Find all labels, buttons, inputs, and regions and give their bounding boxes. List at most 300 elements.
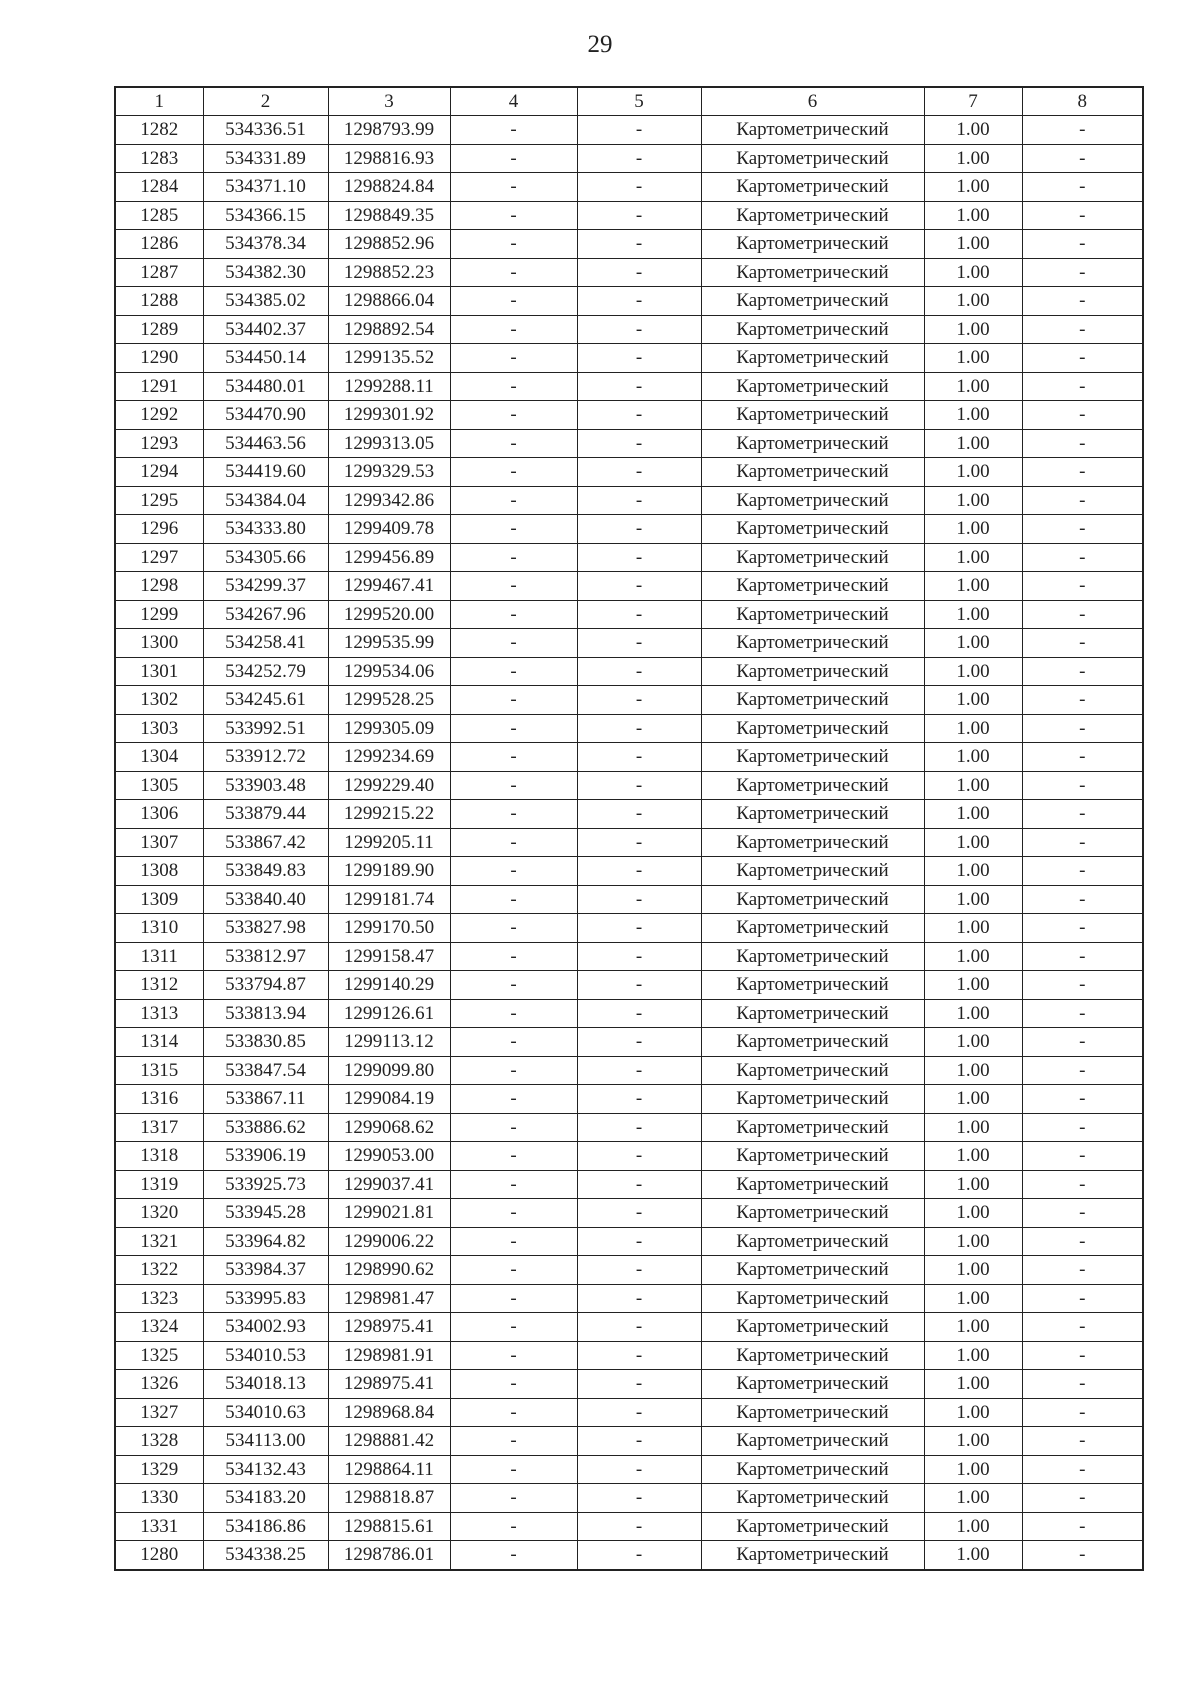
x-coordinate-cell: 533879.44 [203, 800, 328, 829]
col4-cell: - [450, 543, 577, 572]
col5-cell: - [577, 429, 701, 458]
point-number-cell: 1328 [115, 1427, 203, 1456]
col4-cell: - [450, 828, 577, 857]
point-number-cell: 1300 [115, 629, 203, 658]
table-row [115, 1398, 1143, 1427]
accuracy-cell: 1.00 [924, 914, 1022, 943]
point-number-cell: 1324 [115, 1313, 203, 1342]
y-coordinate-cell: 1299342.86 [328, 486, 450, 515]
point-number-cell: 1294 [115, 458, 203, 487]
point-number-cell: 1313 [115, 999, 203, 1028]
accuracy-cell: 1.00 [924, 344, 1022, 373]
accuracy-cell: 1.00 [924, 771, 1022, 800]
table-row [115, 144, 1143, 173]
x-coordinate-cell: 534336.51 [203, 116, 328, 145]
col8-cell: - [1022, 1313, 1143, 1342]
table-row [115, 201, 1143, 230]
col8-cell: - [1022, 1541, 1143, 1570]
col5-cell: - [577, 971, 701, 1000]
col8-cell: - [1022, 1199, 1143, 1228]
y-coordinate-cell: 1298849.35 [328, 201, 450, 230]
y-coordinate-cell: 1299313.05 [328, 429, 450, 458]
point-number-cell: 1329 [115, 1455, 203, 1484]
x-coordinate-cell: 533849.83 [203, 857, 328, 886]
col4-cell: - [450, 515, 577, 544]
point-number-cell: 1295 [115, 486, 203, 515]
col5-cell: - [577, 1313, 701, 1342]
accuracy-cell: 1.00 [924, 1484, 1022, 1513]
x-coordinate-cell: 533827.98 [203, 914, 328, 943]
method-cell: Картометрический [701, 999, 924, 1028]
col5-cell: - [577, 1512, 701, 1541]
method-cell: Картометрический [701, 144, 924, 173]
method-cell: Картометрический [701, 1512, 924, 1541]
x-coordinate-cell: 534470.90 [203, 401, 328, 430]
accuracy-cell: 1.00 [924, 600, 1022, 629]
y-coordinate-cell: 1299229.40 [328, 771, 450, 800]
point-number-cell: 1319 [115, 1170, 203, 1199]
table-row [115, 1512, 1143, 1541]
table-row [115, 857, 1143, 886]
col8-cell: - [1022, 942, 1143, 971]
col8-cell: - [1022, 714, 1143, 743]
accuracy-cell: 1.00 [924, 1256, 1022, 1285]
accuracy-cell: 1.00 [924, 828, 1022, 857]
method-cell: Картометрический [701, 857, 924, 886]
x-coordinate-cell: 534384.04 [203, 486, 328, 515]
col4-cell: - [450, 857, 577, 886]
accuracy-cell: 1.00 [924, 401, 1022, 430]
table-row [115, 1113, 1143, 1142]
col5-cell: - [577, 1113, 701, 1142]
col5-cell: - [577, 1227, 701, 1256]
method-cell: Картометрический [701, 885, 924, 914]
y-coordinate-cell: 1299329.53 [328, 458, 450, 487]
accuracy-cell: 1.00 [924, 1341, 1022, 1370]
accuracy-cell: 1.00 [924, 999, 1022, 1028]
method-cell: Картометрический [701, 1341, 924, 1370]
x-coordinate-cell: 534267.96 [203, 600, 328, 629]
y-coordinate-cell: 1299189.90 [328, 857, 450, 886]
col8-cell: - [1022, 914, 1143, 943]
table-body [115, 116, 1143, 1570]
col4-cell: - [450, 572, 577, 601]
table-row [115, 1142, 1143, 1171]
col4-cell: - [450, 657, 577, 686]
x-coordinate-cell: 534450.14 [203, 344, 328, 373]
column-header-5: 5 [577, 87, 701, 116]
col5-cell: - [577, 1056, 701, 1085]
y-coordinate-cell: 1298793.99 [328, 116, 450, 145]
method-cell: Картометрический [701, 1313, 924, 1342]
y-coordinate-cell: 1299234.69 [328, 743, 450, 772]
point-number-cell: 1304 [115, 743, 203, 772]
col8-cell: - [1022, 629, 1143, 658]
x-coordinate-cell: 533945.28 [203, 1199, 328, 1228]
table-row [115, 1455, 1143, 1484]
col8-cell: - [1022, 258, 1143, 287]
method-cell: Картометрический [701, 914, 924, 943]
x-coordinate-cell: 533867.11 [203, 1085, 328, 1114]
col4-cell: - [450, 1113, 577, 1142]
accuracy-cell: 1.00 [924, 714, 1022, 743]
col4-cell: - [450, 1028, 577, 1057]
col4-cell: - [450, 629, 577, 658]
point-number-cell: 1315 [115, 1056, 203, 1085]
x-coordinate-cell: 534132.43 [203, 1455, 328, 1484]
point-number-cell: 1318 [115, 1142, 203, 1171]
x-coordinate-cell: 534382.30 [203, 258, 328, 287]
col8-cell: - [1022, 1028, 1143, 1057]
method-cell: Картометрический [701, 401, 924, 430]
y-coordinate-cell: 1298981.91 [328, 1341, 450, 1370]
point-number-cell: 1284 [115, 173, 203, 202]
col8-cell: - [1022, 971, 1143, 1000]
col8-cell: - [1022, 201, 1143, 230]
table-row [115, 828, 1143, 857]
col8-cell: - [1022, 657, 1143, 686]
page-number: 29 [587, 31, 613, 58]
point-number-cell: 1325 [115, 1341, 203, 1370]
col4-cell: - [450, 999, 577, 1028]
y-coordinate-cell: 1298866.04 [328, 287, 450, 316]
col8-cell: - [1022, 144, 1143, 173]
x-coordinate-cell: 534338.25 [203, 1541, 328, 1570]
method-cell: Картометрический [701, 971, 924, 1000]
table-row [115, 971, 1143, 1000]
y-coordinate-cell: 1299535.99 [328, 629, 450, 658]
y-coordinate-cell: 1299215.22 [328, 800, 450, 829]
method-cell: Картометрический [701, 1028, 924, 1057]
col5-cell: - [577, 714, 701, 743]
accuracy-cell: 1.00 [924, 800, 1022, 829]
col4-cell: - [450, 287, 577, 316]
col4-cell: - [450, 401, 577, 430]
x-coordinate-cell: 533812.97 [203, 942, 328, 971]
method-cell: Картометрический [701, 743, 924, 772]
col4-cell: - [450, 686, 577, 715]
col8-cell: - [1022, 515, 1143, 544]
x-coordinate-cell: 534018.13 [203, 1370, 328, 1399]
col5-cell: - [577, 1170, 701, 1199]
table-row [115, 1427, 1143, 1456]
y-coordinate-cell: 1298818.87 [328, 1484, 450, 1513]
y-coordinate-cell: 1299140.29 [328, 971, 450, 1000]
accuracy-cell: 1.00 [924, 1398, 1022, 1427]
y-coordinate-cell: 1298824.84 [328, 173, 450, 202]
table-row [115, 515, 1143, 544]
y-coordinate-cell: 1299006.22 [328, 1227, 450, 1256]
col4-cell: - [450, 144, 577, 173]
col5-cell: - [577, 1370, 701, 1399]
method-cell: Картометрический [701, 1284, 924, 1313]
x-coordinate-cell: 534002.93 [203, 1313, 328, 1342]
accuracy-cell: 1.00 [924, 515, 1022, 544]
col5-cell: - [577, 686, 701, 715]
col8-cell: - [1022, 1427, 1143, 1456]
col4-cell: - [450, 1341, 577, 1370]
table-row [115, 486, 1143, 515]
table-row [115, 372, 1143, 401]
y-coordinate-cell: 1298990.62 [328, 1256, 450, 1285]
table-row [115, 942, 1143, 971]
col5-cell: - [577, 1427, 701, 1456]
y-coordinate-cell: 1299181.74 [328, 885, 450, 914]
col8-cell: - [1022, 1455, 1143, 1484]
col5-cell: - [577, 1142, 701, 1171]
point-number-cell: 1320 [115, 1199, 203, 1228]
col8-cell: - [1022, 572, 1143, 601]
point-number-cell: 1282 [115, 116, 203, 145]
table-row [115, 258, 1143, 287]
x-coordinate-cell: 534378.34 [203, 230, 328, 259]
col8-cell: - [1022, 287, 1143, 316]
col5-cell: - [577, 144, 701, 173]
method-cell: Картометрический [701, 572, 924, 601]
col4-cell: - [450, 344, 577, 373]
x-coordinate-cell: 533813.94 [203, 999, 328, 1028]
table-row [115, 686, 1143, 715]
accuracy-cell: 1.00 [924, 486, 1022, 515]
y-coordinate-cell: 1298968.84 [328, 1398, 450, 1427]
x-coordinate-cell: 533886.62 [203, 1113, 328, 1142]
col5-cell: - [577, 942, 701, 971]
table-row [115, 572, 1143, 601]
col8-cell: - [1022, 315, 1143, 344]
accuracy-cell: 1.00 [924, 1227, 1022, 1256]
col4-cell: - [450, 771, 577, 800]
y-coordinate-cell: 1299068.62 [328, 1113, 450, 1142]
col5-cell: - [577, 287, 701, 316]
col4-cell: - [450, 1170, 577, 1199]
table-row [115, 458, 1143, 487]
x-coordinate-cell: 533794.87 [203, 971, 328, 1000]
col4-cell: - [450, 1085, 577, 1114]
table-row [115, 1284, 1143, 1313]
method-cell: Картометрический [701, 201, 924, 230]
table-header-row [115, 87, 1143, 116]
accuracy-cell: 1.00 [924, 1455, 1022, 1484]
y-coordinate-cell: 1298981.47 [328, 1284, 450, 1313]
col8-cell: - [1022, 1256, 1143, 1285]
table-row [115, 287, 1143, 316]
y-coordinate-cell: 1299288.11 [328, 372, 450, 401]
col8-cell: - [1022, 857, 1143, 886]
point-number-cell: 1331 [115, 1512, 203, 1541]
col4-cell: - [450, 1056, 577, 1085]
col5-cell: - [577, 1541, 701, 1570]
accuracy-cell: 1.00 [924, 201, 1022, 230]
method-cell: Картометрический [701, 1541, 924, 1570]
table-row [115, 230, 1143, 259]
accuracy-cell: 1.00 [924, 657, 1022, 686]
y-coordinate-cell: 1298975.41 [328, 1370, 450, 1399]
col8-cell: - [1022, 1284, 1143, 1313]
y-coordinate-cell: 1298864.11 [328, 1455, 450, 1484]
method-cell: Картометрический [701, 458, 924, 487]
point-number-cell: 1326 [115, 1370, 203, 1399]
col5-cell: - [577, 1398, 701, 1427]
method-cell: Картометрический [701, 372, 924, 401]
x-coordinate-cell: 533847.54 [203, 1056, 328, 1085]
method-cell: Картометрический [701, 1085, 924, 1114]
point-number-cell: 1330 [115, 1484, 203, 1513]
x-coordinate-cell: 534366.15 [203, 201, 328, 230]
accuracy-cell: 1.00 [924, 1370, 1022, 1399]
point-number-cell: 1291 [115, 372, 203, 401]
accuracy-cell: 1.00 [924, 258, 1022, 287]
accuracy-cell: 1.00 [924, 857, 1022, 886]
y-coordinate-cell: 1299170.50 [328, 914, 450, 943]
method-cell: Картометрический [701, 1398, 924, 1427]
accuracy-cell: 1.00 [924, 116, 1022, 145]
x-coordinate-cell: 533840.40 [203, 885, 328, 914]
column-header-7: 7 [924, 87, 1022, 116]
accuracy-cell: 1.00 [924, 1170, 1022, 1199]
point-number-cell: 1312 [115, 971, 203, 1000]
col4-cell: - [450, 458, 577, 487]
table-row [115, 173, 1143, 202]
col4-cell: - [450, 116, 577, 145]
table-row [115, 1484, 1143, 1513]
col8-cell: - [1022, 743, 1143, 772]
x-coordinate-cell: 534305.66 [203, 543, 328, 572]
table-row [115, 1199, 1143, 1228]
col5-cell: - [577, 572, 701, 601]
table-row [115, 1227, 1143, 1256]
y-coordinate-cell: 1298852.96 [328, 230, 450, 259]
accuracy-cell: 1.00 [924, 1313, 1022, 1342]
point-number-cell: 1286 [115, 230, 203, 259]
method-cell: Картометрический [701, 344, 924, 373]
x-coordinate-cell: 533912.72 [203, 743, 328, 772]
col5-cell: - [577, 1199, 701, 1228]
col4-cell: - [450, 372, 577, 401]
method-cell: Картометрический [701, 657, 924, 686]
point-number-cell: 1317 [115, 1113, 203, 1142]
table-row [115, 116, 1143, 145]
table-row [115, 344, 1143, 373]
method-cell: Картометрический [701, 1142, 924, 1171]
accuracy-cell: 1.00 [924, 1427, 1022, 1456]
col8-cell: - [1022, 1113, 1143, 1142]
col5-cell: - [577, 201, 701, 230]
point-number-cell: 1306 [115, 800, 203, 829]
table-row [115, 1056, 1143, 1085]
col4-cell: - [450, 800, 577, 829]
table-row [115, 1541, 1143, 1570]
column-header-3: 3 [328, 87, 450, 116]
method-cell: Картометрический [701, 429, 924, 458]
accuracy-cell: 1.00 [924, 458, 1022, 487]
y-coordinate-cell: 1299520.00 [328, 600, 450, 629]
table-row [115, 885, 1143, 914]
col4-cell: - [450, 1541, 577, 1570]
x-coordinate-cell: 534419.60 [203, 458, 328, 487]
accuracy-cell: 1.00 [924, 1056, 1022, 1085]
col8-cell: - [1022, 1512, 1143, 1541]
method-cell: Картометрический [701, 173, 924, 202]
method-cell: Картометрический [701, 828, 924, 857]
point-number-cell: 1307 [115, 828, 203, 857]
table-row [115, 657, 1143, 686]
accuracy-cell: 1.00 [924, 743, 1022, 772]
method-cell: Картометрический [701, 686, 924, 715]
y-coordinate-cell: 1298881.42 [328, 1427, 450, 1456]
col4-cell: - [450, 1313, 577, 1342]
coordinates-table [114, 86, 1144, 1571]
x-coordinate-cell: 534333.80 [203, 515, 328, 544]
point-number-cell: 1290 [115, 344, 203, 373]
col4-cell: - [450, 1398, 577, 1427]
col5-cell: - [577, 1484, 701, 1513]
accuracy-cell: 1.00 [924, 543, 1022, 572]
column-header-8: 8 [1022, 87, 1143, 116]
col5-cell: - [577, 230, 701, 259]
accuracy-cell: 1.00 [924, 1541, 1022, 1570]
col8-cell: - [1022, 543, 1143, 572]
method-cell: Картометрический [701, 1484, 924, 1513]
col8-cell: - [1022, 1484, 1143, 1513]
method-cell: Картометрический [701, 1256, 924, 1285]
y-coordinate-cell: 1298892.54 [328, 315, 450, 344]
x-coordinate-cell: 534186.86 [203, 1512, 328, 1541]
col8-cell: - [1022, 173, 1143, 202]
x-coordinate-cell: 534480.01 [203, 372, 328, 401]
accuracy-cell: 1.00 [924, 315, 1022, 344]
x-coordinate-cell: 534371.10 [203, 173, 328, 202]
point-number-cell: 1302 [115, 686, 203, 715]
point-number-cell: 1296 [115, 515, 203, 544]
col4-cell: - [450, 429, 577, 458]
col5-cell: - [577, 458, 701, 487]
col8-cell: - [1022, 116, 1143, 145]
y-coordinate-cell: 1299534.06 [328, 657, 450, 686]
col5-cell: - [577, 1085, 701, 1114]
point-number-cell: 1287 [115, 258, 203, 287]
col8-cell: - [1022, 771, 1143, 800]
method-cell: Картометрический [701, 1113, 924, 1142]
point-number-cell: 1311 [115, 942, 203, 971]
col5-cell: - [577, 743, 701, 772]
method-cell: Картометрический [701, 771, 924, 800]
x-coordinate-cell: 534402.37 [203, 315, 328, 344]
x-coordinate-cell: 534299.37 [203, 572, 328, 601]
col4-cell: - [450, 1199, 577, 1228]
accuracy-cell: 1.00 [924, 572, 1022, 601]
col5-cell: - [577, 629, 701, 658]
col5-cell: - [577, 1455, 701, 1484]
table-row [115, 1085, 1143, 1114]
col4-cell: - [450, 315, 577, 344]
x-coordinate-cell: 534463.56 [203, 429, 328, 458]
table-row [115, 401, 1143, 430]
method-cell: Картометрический [701, 486, 924, 515]
table-row [115, 429, 1143, 458]
col5-cell: - [577, 173, 701, 202]
col4-cell: - [450, 743, 577, 772]
y-coordinate-cell: 1299084.19 [328, 1085, 450, 1114]
accuracy-cell: 1.00 [924, 429, 1022, 458]
table-row [115, 1313, 1143, 1342]
x-coordinate-cell: 533906.19 [203, 1142, 328, 1171]
table-row [115, 771, 1143, 800]
column-header-6: 6 [701, 87, 924, 116]
column-header-1: 1 [115, 87, 203, 116]
y-coordinate-cell: 1298852.23 [328, 258, 450, 287]
y-coordinate-cell: 1299099.80 [328, 1056, 450, 1085]
y-coordinate-cell: 1299037.41 [328, 1170, 450, 1199]
